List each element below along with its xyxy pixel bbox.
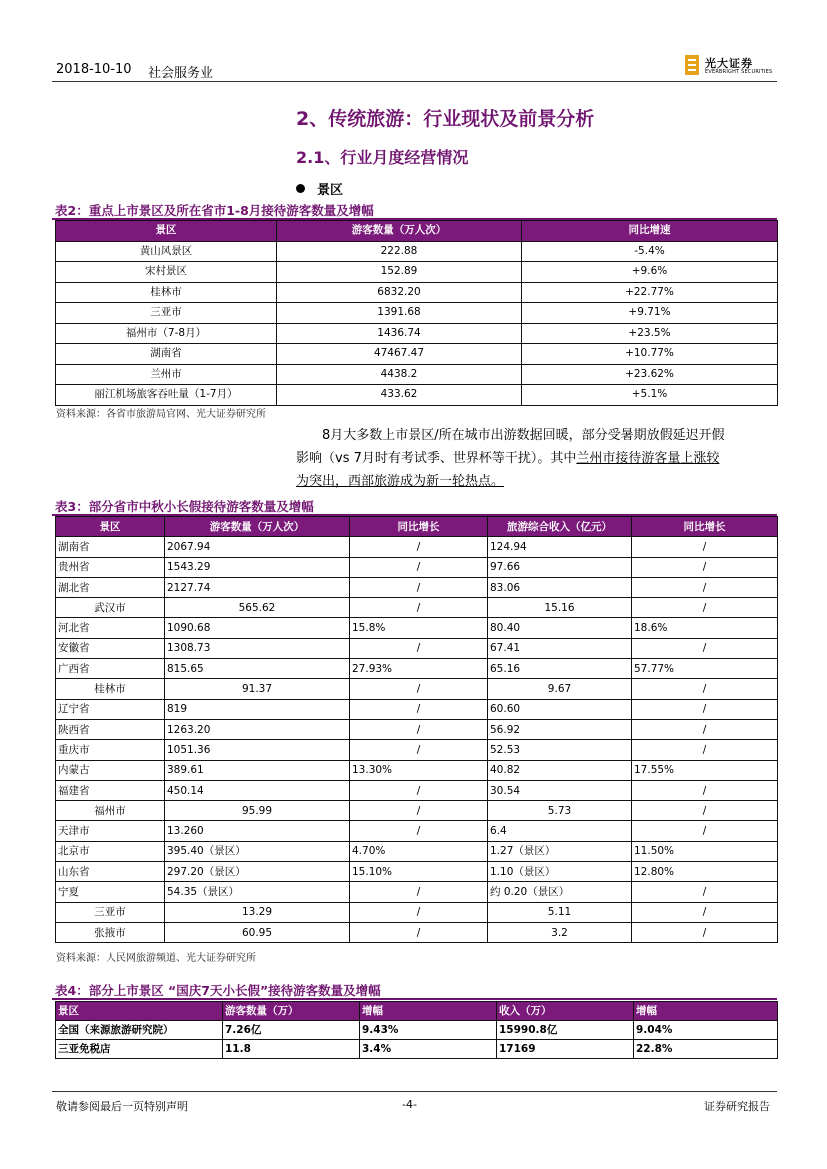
table2 xyxy=(55,220,778,406)
table-cell: / xyxy=(350,537,488,557)
table-cell: 9.04% xyxy=(634,1021,778,1040)
table-cell: / xyxy=(632,557,778,577)
table-cell: 6832.20 xyxy=(277,282,522,303)
table-cell: / xyxy=(350,780,488,800)
bullet-heading xyxy=(296,179,343,198)
table-cell: 57.77% xyxy=(632,659,778,679)
table-cell: 27.93% xyxy=(350,659,488,679)
body-paragraph xyxy=(296,424,778,493)
table-cell: 13.29 xyxy=(165,902,350,922)
paragraph-line-2 xyxy=(296,447,778,470)
table-cell: / xyxy=(350,740,488,760)
table-cell: / xyxy=(632,679,778,699)
table-cell: 7.26亿 xyxy=(223,1021,360,1040)
header-divider xyxy=(52,81,777,82)
table-cell: 13.260 xyxy=(165,821,350,841)
table-cell: 80.40 xyxy=(488,618,632,638)
table-cell: 湖北省 xyxy=(56,577,165,597)
table-cell: / xyxy=(350,922,488,942)
table-cell: 宋村景区 xyxy=(56,262,277,283)
table-cell: / xyxy=(632,537,778,557)
table-cell: +23.5% xyxy=(522,323,778,344)
table-row xyxy=(56,760,778,780)
table-row xyxy=(56,364,778,385)
logo-text-en: EVERBRIGHT SECURITIES xyxy=(705,69,773,75)
table-cell: 兰州市 xyxy=(56,364,277,385)
table-row xyxy=(56,557,778,577)
table-cell: 15.8% xyxy=(350,618,488,638)
table-cell: 6.4 xyxy=(488,821,632,841)
table2-header-cell: 景区 xyxy=(56,221,277,242)
table-cell: 1090.68 xyxy=(165,618,350,638)
table-row xyxy=(56,241,778,262)
table3-header-cell: 旅游综合收入（亿元） xyxy=(488,517,632,537)
table4-header-cell: 游客数量（万） xyxy=(223,1002,360,1021)
table-cell: / xyxy=(350,557,488,577)
table-row xyxy=(56,323,778,344)
table-cell: 9.43% xyxy=(360,1021,497,1040)
paragraph-line-1: 8月大多数上市景区/所在城市出游数据回暖，部分受暑期放假延迟开假 xyxy=(322,428,725,443)
company-logo xyxy=(685,55,777,77)
table-cell: 三亚市 xyxy=(56,303,277,324)
table-row xyxy=(56,719,778,739)
table-cell: 222.88 xyxy=(277,241,522,262)
table-cell: / xyxy=(632,699,778,719)
table2-header-row xyxy=(56,221,778,242)
table-row xyxy=(56,780,778,800)
table-cell: 297.20（景区） xyxy=(165,862,350,882)
table-cell: +23.62% xyxy=(522,364,778,385)
table-cell: 17169 xyxy=(497,1040,634,1059)
table-row xyxy=(56,577,778,597)
table-cell: / xyxy=(632,902,778,922)
table-cell: 重庆市 xyxy=(56,740,165,760)
bullet-icon xyxy=(296,184,305,193)
table2-caption: 表2：重点上市景区及所在省市1-8月接待游客数量及增幅 xyxy=(55,203,374,218)
table-row xyxy=(56,882,778,902)
table-cell: 福建省 xyxy=(56,780,165,800)
table-cell: 黄山风景区 xyxy=(56,241,277,262)
table-cell: 30.54 xyxy=(488,780,632,800)
table-cell: 124.94 xyxy=(488,537,632,557)
table-cell: 广西省 xyxy=(56,659,165,679)
table-cell: / xyxy=(632,598,778,618)
table4-header-cell: 景区 xyxy=(56,1002,223,1021)
table-cell: / xyxy=(632,882,778,902)
table-row xyxy=(56,262,778,283)
table-row xyxy=(56,679,778,699)
page-number: -4- xyxy=(402,1098,417,1111)
table-cell: / xyxy=(632,922,778,942)
table-row xyxy=(56,385,778,406)
table-cell: 陕西省 xyxy=(56,719,165,739)
table-cell: 4438.2 xyxy=(277,364,522,385)
table2-body xyxy=(56,241,778,405)
table-cell: 83.06 xyxy=(488,577,632,597)
table-cell: -5.4% xyxy=(522,241,778,262)
table4-caption: 表4：部分上市景区 “国庆7天小长假”接待游客数量及增幅 xyxy=(55,983,381,998)
table-cell: 152.89 xyxy=(277,262,522,283)
footer-divider xyxy=(52,1091,777,1092)
table-row xyxy=(56,282,778,303)
table-cell: 桂林市 xyxy=(56,282,277,303)
table-row xyxy=(56,659,778,679)
table-cell: 三亚市 xyxy=(56,902,165,922)
table-cell: / xyxy=(632,821,778,841)
table-cell: 389.61 xyxy=(165,760,350,780)
table-row xyxy=(56,902,778,922)
table-cell: / xyxy=(350,679,488,699)
footer-report-type: 证券研究报告 xyxy=(704,1100,770,1113)
table-row xyxy=(56,618,778,638)
table-row xyxy=(56,862,778,882)
logo-mark-icon xyxy=(685,55,699,75)
table-cell: 56.92 xyxy=(488,719,632,739)
table-cell: 内蒙古 xyxy=(56,760,165,780)
table-cell: / xyxy=(350,719,488,739)
table-cell: +22.77% xyxy=(522,282,778,303)
table-cell: 2067.94 xyxy=(165,537,350,557)
table-row xyxy=(56,699,778,719)
table-cell: / xyxy=(632,780,778,800)
table-cell: 1391.68 xyxy=(277,303,522,324)
table3-source: 资料来源：人民网旅游频道、光大证券研究所 xyxy=(56,953,256,964)
table-cell: 桂林市 xyxy=(56,679,165,699)
table-cell: 60.60 xyxy=(488,699,632,719)
table-row xyxy=(56,638,778,658)
table4-header-row xyxy=(56,1002,778,1021)
subsection-title: 2.1、行业月度经营情况 xyxy=(296,148,469,167)
table-cell: 湖南省 xyxy=(56,537,165,557)
table-cell: 1.10（景区） xyxy=(488,862,632,882)
table3-caption: 表3：部分省市中秋小长假接待游客数量及增幅 xyxy=(55,499,314,514)
table-cell: 395.40（景区） xyxy=(165,841,350,861)
table-cell: 97.66 xyxy=(488,557,632,577)
table2-header-cell: 游客数量（万人次） xyxy=(277,221,522,242)
table-cell: 819 xyxy=(165,699,350,719)
table-cell: 52.53 xyxy=(488,740,632,760)
table4-header-cell: 增幅 xyxy=(360,1002,497,1021)
table-cell: / xyxy=(632,719,778,739)
table-cell: 15.10% xyxy=(350,862,488,882)
table-cell: 天津市 xyxy=(56,821,165,841)
table-cell: 安徽省 xyxy=(56,638,165,658)
table-cell: 丽江机场旅客吞吐量（1-7月） xyxy=(56,385,277,406)
table-cell: 95.99 xyxy=(165,801,350,821)
table-cell: +9.6% xyxy=(522,262,778,283)
report-date: 2018-10-10 xyxy=(56,62,132,77)
table4 xyxy=(55,1001,778,1059)
table-cell: 湖南省 xyxy=(56,344,277,365)
table-cell: 宁夏 xyxy=(56,882,165,902)
footer-disclaimer: 敬请参阅最后一页特别声明 xyxy=(56,1100,188,1113)
table-cell: 1.27（景区） xyxy=(488,841,632,861)
table-cell: 5.73 xyxy=(488,801,632,821)
table-cell: 武汉市 xyxy=(56,598,165,618)
table-cell: / xyxy=(632,577,778,597)
table-cell: 11.50% xyxy=(632,841,778,861)
table-cell: 河北省 xyxy=(56,618,165,638)
table3 xyxy=(55,516,778,943)
table-row xyxy=(56,1040,778,1059)
table-cell: +5.1% xyxy=(522,385,778,406)
table-cell: 815.65 xyxy=(165,659,350,679)
table-cell: / xyxy=(350,699,488,719)
table-cell: 贵州省 xyxy=(56,557,165,577)
table4-header-cell: 增幅 xyxy=(634,1002,778,1021)
table-cell: / xyxy=(632,638,778,658)
table-row xyxy=(56,801,778,821)
paragraph-line-3: 为突出，西部旅游成为新一轮热点。 xyxy=(296,474,505,489)
table-cell: / xyxy=(350,638,488,658)
table-cell: 福州市 xyxy=(56,801,165,821)
table3-header-cell: 游客数量（万人次） xyxy=(165,517,350,537)
table-cell: 12.80% xyxy=(632,862,778,882)
table3-body xyxy=(56,537,778,943)
table-cell: 2127.74 xyxy=(165,577,350,597)
table-cell: / xyxy=(632,740,778,760)
section-title: 2、传统旅游：行业现状及前景分析 xyxy=(296,108,595,130)
table-cell: / xyxy=(350,902,488,922)
table-row xyxy=(56,1021,778,1040)
table-cell: 约 0.20（景区） xyxy=(488,882,632,902)
table-row xyxy=(56,537,778,557)
table-cell: 1436.74 xyxy=(277,323,522,344)
table-cell: 全国（来源旅游研究院） xyxy=(56,1021,223,1040)
table-cell: 山东省 xyxy=(56,862,165,882)
table-cell: 54.35（景区） xyxy=(165,882,350,902)
report-sector: 社会服务业 xyxy=(148,66,214,81)
table-cell: 15990.8亿 xyxy=(497,1021,634,1040)
table-cell: 18.6% xyxy=(632,618,778,638)
table3-header-row xyxy=(56,517,778,537)
table-cell: 4.70% xyxy=(350,841,488,861)
table4-caption-rule xyxy=(52,998,777,1000)
paragraph-highlight-1: 兰州市接待游客量上涨较 xyxy=(576,451,720,466)
table-cell: 91.37 xyxy=(165,679,350,699)
table4-body xyxy=(56,1021,778,1059)
table-cell: 5.11 xyxy=(488,902,632,922)
table-cell: 三亚免税店 xyxy=(56,1040,223,1059)
table-cell: 1051.36 xyxy=(165,740,350,760)
table-cell: 1543.29 xyxy=(165,557,350,577)
table-cell: 65.16 xyxy=(488,659,632,679)
table-cell: +9.71% xyxy=(522,303,778,324)
table-cell: / xyxy=(350,882,488,902)
table-row xyxy=(56,598,778,618)
table-row xyxy=(56,821,778,841)
table-row xyxy=(56,303,778,324)
paragraph-line-2a: 影响（vs 7月时有考试季、世界杯等干扰）。其中 xyxy=(296,451,577,466)
table2-source: 资料来源：各省市旅游局官网、光大证券研究所 xyxy=(56,409,266,420)
table-cell: 1308.73 xyxy=(165,638,350,658)
table-cell: 福州市（7-8月） xyxy=(56,323,277,344)
table-cell: 北京市 xyxy=(56,841,165,861)
table-cell: 15.16 xyxy=(488,598,632,618)
table-row xyxy=(56,841,778,861)
table-cell: 3.2 xyxy=(488,922,632,942)
table-cell: 17.55% xyxy=(632,760,778,780)
table-row xyxy=(56,922,778,942)
table-cell: 1263.20 xyxy=(165,719,350,739)
table-row xyxy=(56,344,778,365)
logo-text-cn: 光大证券 xyxy=(705,57,753,70)
table-row xyxy=(56,740,778,760)
table-cell: 47467.47 xyxy=(277,344,522,365)
table-cell: / xyxy=(632,801,778,821)
table-cell: 60.95 xyxy=(165,922,350,942)
table-cell: / xyxy=(350,801,488,821)
table-cell: 565.62 xyxy=(165,598,350,618)
table-cell: / xyxy=(350,577,488,597)
table-cell: 张掖市 xyxy=(56,922,165,942)
table-cell: 9.67 xyxy=(488,679,632,699)
table-cell: 40.82 xyxy=(488,760,632,780)
table-cell: +10.77% xyxy=(522,344,778,365)
table4-header-cell: 收入（万） xyxy=(497,1002,634,1021)
table-cell: 67.41 xyxy=(488,638,632,658)
table3-header-cell: 景区 xyxy=(56,517,165,537)
bullet-label: 景区 xyxy=(317,183,344,198)
table2-header-cell: 同比增速 xyxy=(522,221,778,242)
table-cell: 13.30% xyxy=(350,760,488,780)
table-cell: 22.8% xyxy=(634,1040,778,1059)
table-cell: 3.4% xyxy=(360,1040,497,1059)
table3-header-cell: 同比增长 xyxy=(632,517,778,537)
table-cell: / xyxy=(350,821,488,841)
table-cell: 450.14 xyxy=(165,780,350,800)
table3-header-cell: 同比增长 xyxy=(350,517,488,537)
table-cell: 辽宁省 xyxy=(56,699,165,719)
table-cell: 11.8 xyxy=(223,1040,360,1059)
table-cell: 433.62 xyxy=(277,385,522,406)
table-cell: / xyxy=(350,598,488,618)
